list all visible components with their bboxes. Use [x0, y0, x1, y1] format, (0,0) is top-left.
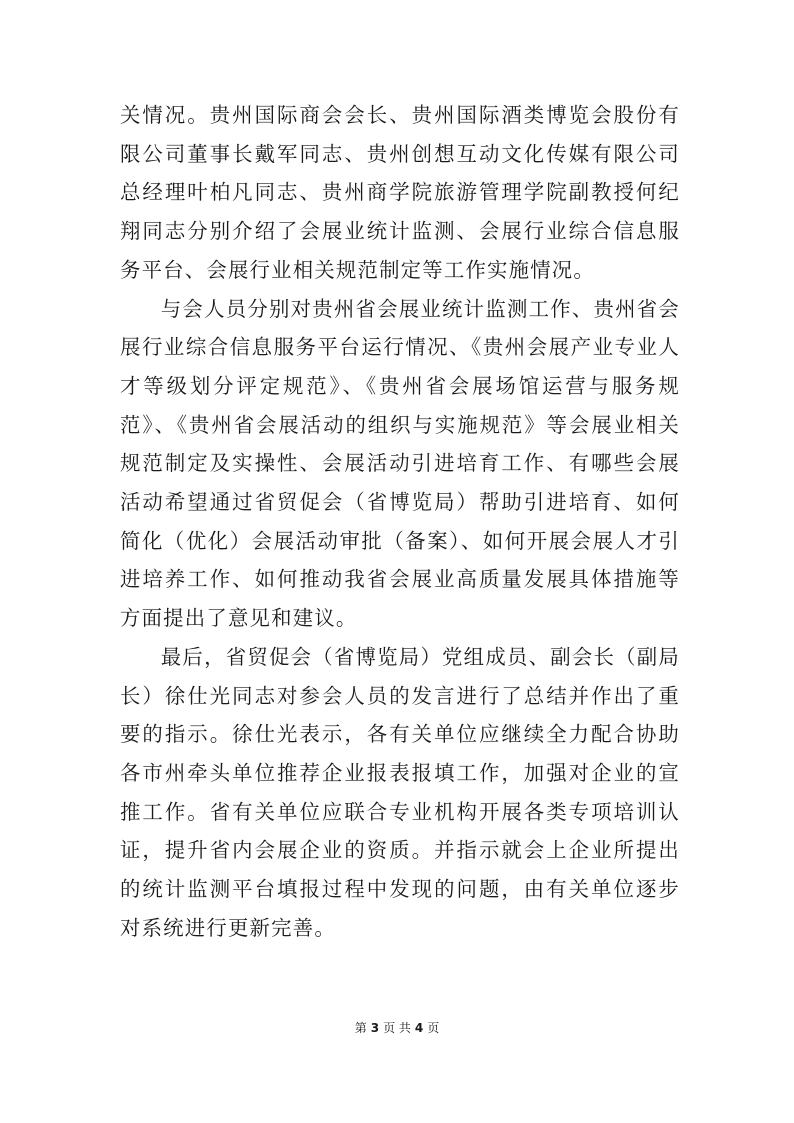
paragraph-3: 最后，省贸促会（省博览局）党组成员、副会长（副局长）徐仕光同志对参会人员的发言进行了总结并作出了重要的指示。徐仕光表示，各有关单位应继续全力配合协助各市州牵头单位推荐企业报表报填工作，加强对企业的宣推工作。省有关单位应联合专业机构开展各类专项培训认证，提升省内会展企业的资质。并指示就会上企业所提出的统计监测平台填报过程中发现的问题，由有关单位逐步对系统进行更新完善。: [120, 644, 680, 940]
footer-middle: 页 共: [383, 1021, 411, 1035]
current-page-number: 3: [370, 1021, 380, 1035]
footer-prefix: 第: [354, 1021, 367, 1035]
paragraph-2: 与会人员分别对贵州省会展业统计监测工作、贵州省会展行业综合信息服务平台运行情况、《贵州会展产业专业人才等级划分评定规范》、《贵州省会展场馆运营与服务规范》、《贵州省会展活动的组织与实施规范》等会展业相关规范制定及实操性、会展活动引进培育工作、有哪些会展活动希望通过省贸促会（省博览局）帮助引进培育、如何简化（优化）会展活动审批（备案）、如何开展会展人才引进培养工作、如何推动我省会展业高质量发展具体措施等方面提出了意见和建议。: [120, 296, 680, 631]
footer-suffix: 页: [427, 1021, 440, 1035]
body-text: [120, 96, 680, 947]
page-footer: [0, 1020, 794, 1036]
paragraph-1: 关情况。贵州国际商会会长、贵州国际酒类博览会股份有限公司董事长戴军同志、贵州创想互动文化传媒有限公司总经理叶柏凡同志、贵州商学院旅游管理学院副教授何纪翔同志分别介绍了会展业统计监测、会展行业综合信息服务平台、会展行业相关规范制定等工作实施情况。: [120, 103, 680, 282]
total-page-number: 4: [414, 1021, 424, 1035]
